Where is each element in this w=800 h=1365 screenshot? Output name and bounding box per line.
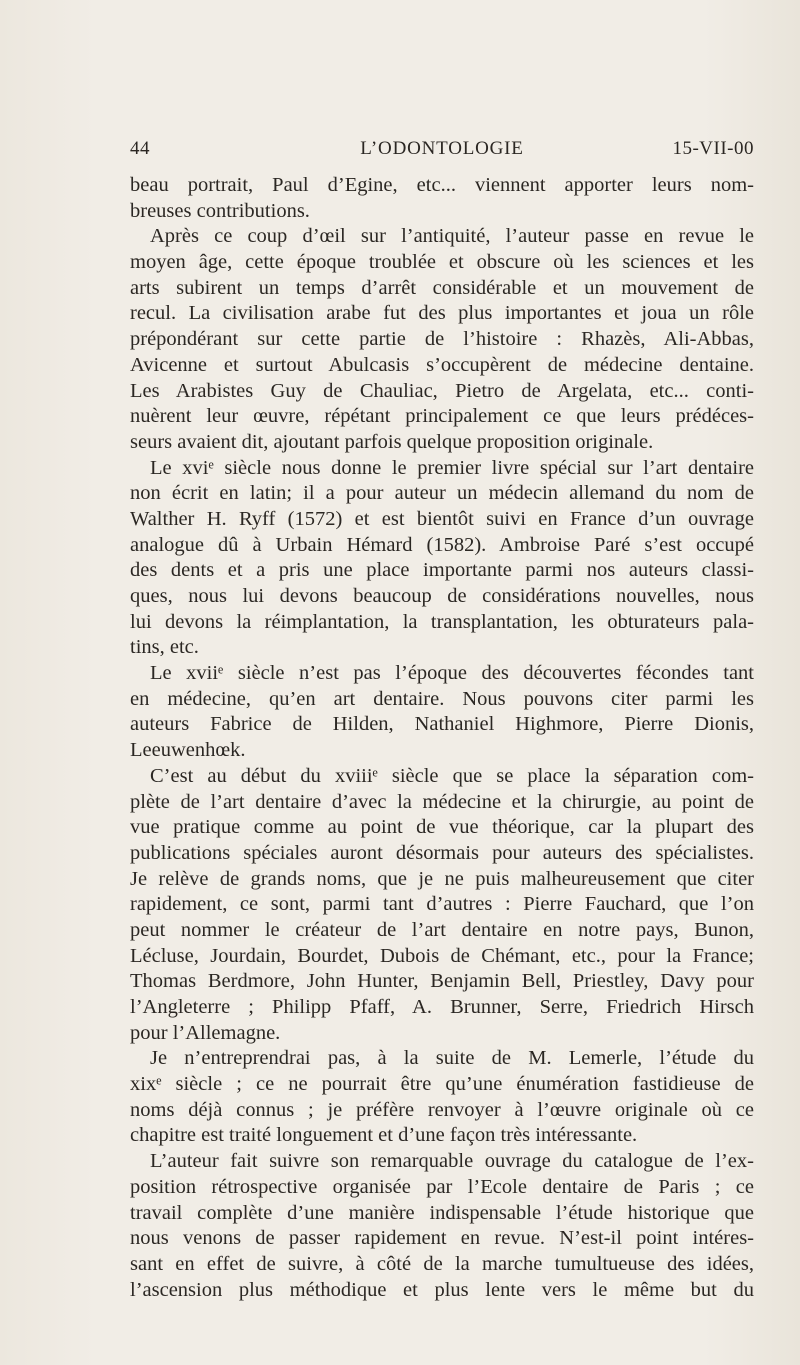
text-line: Je n’entreprendrai pas, à la suite de M. Lemerle, l’étude du (150, 1047, 754, 1070)
text-line: Thomas Berdmore, John Hunter, Benjamin Bell, Priestley, Davy pour (130, 970, 754, 993)
text-line: Leeuwenhœk. (130, 739, 246, 762)
text-line: non écrit en latin; il a pour auteur un médecin allemand du nom de (130, 482, 754, 505)
text-line: plète de l’art dentaire d’avec la médecine et la chirurgie, au point de (130, 790, 754, 813)
text-line: auteurs Fabrice de Hilden, Nathaniel Highmore, Pierre Dionis, (130, 713, 754, 736)
text-line: Lécluse, Jourdain, Bourdet, Dubois de Chémant, etc., pour la France; (130, 944, 754, 967)
text-line: nuèrent leur œuvre, répétant principalement ce que leurs prédéces- (130, 405, 754, 428)
text-line: beau portrait, Paul d’Egine, etc... viennent apporter leurs nom- (130, 174, 754, 196)
page-number: 44 (130, 138, 150, 159)
body-text (130, 173, 754, 1303)
text-line: nous venons de passer rapidement en revue. N’est-il point intéres- (130, 1227, 754, 1250)
text-line: sant en effet de suivre, à côté de la marche tumultueuse des idées, (130, 1252, 754, 1275)
text-line: chapitre est traité longuement et d’une façon très intéressante. (130, 1124, 638, 1147)
text-line: moyen âge, cette époque troublée et obscure où les sciences et les (130, 251, 754, 274)
running-title: L’ODONTOLOGIE (360, 138, 524, 159)
text-line: breuses contributions. (130, 199, 310, 222)
text-line: analogue dû à Urbain Hémard (1582). Ambroise Paré s’est occupé (130, 533, 754, 556)
text-line: tins, etc. (130, 636, 199, 659)
text-line: Walther H. Ryff (1572) et est bientôt suivi en France d’un ouvrage (130, 507, 754, 530)
text-line: C’est au début du xviiiᵉ siècle que se place la séparation com- (150, 764, 754, 787)
text-line: l’Angleterre ; Philipp Pfaff, A. Brunner, Serre, Friedrich Hirsch (130, 996, 754, 1018)
text-line: Avicenne et surtout Abulcasis s’occupèrent de médecine dentaine. (130, 353, 754, 376)
text-line: seurs avaient dit, ajoutant parfois quelque proposition originale. (130, 430, 654, 453)
page-header (130, 138, 754, 168)
text-line: Après ce coup d’œil sur l’antiquité, l’auteur passe en revue le (150, 225, 754, 248)
text-line: travail complète d’une manière indispensable l’étude historique que (130, 1201, 754, 1224)
text-line: peut nommer le créateur de l’art dentaire en notre pays, Bunon, (130, 918, 754, 941)
text-line: publications spéciales auront désormais pour auteurs des spécialistes. (130, 841, 754, 864)
text-line: en médecine, qu’en art dentaire. Nous pouvons citer parmi les (130, 687, 754, 710)
issue-date: 15-VII-00 (672, 138, 754, 159)
text-line: vue pratique comme au point de vue théorique, car la plupart des (130, 816, 754, 839)
text-line: L’auteur fait suivre son remarquable ouvrage du catalogue de l’ex- (150, 1150, 754, 1173)
text-line: l’ascension plus méthodique et plus lente vers le même but du (130, 1278, 754, 1301)
text-line: xixᵉ siècle ; ce ne pourrait être qu’une énumération fastidieuse de (130, 1073, 754, 1096)
text-line: position rétrospective organisée par l’Ecole dentaire de Paris ; ce (130, 1175, 754, 1198)
text-line: Les Arabistes Guy de Chauliac, Pietro de Argelata, etc... conti- (130, 379, 754, 402)
text-line: rapidement, ce sont, parmi tant d’autres : Pierre Fauchard, que l’on (130, 893, 754, 916)
text-line: ques, nous lui devons beaucoup de considérations nouvelles, nous (130, 585, 754, 607)
text-line: arts subirent un temps d’arrêt considérable et un mouvement de (130, 276, 754, 299)
text-line: pour l’Allemagne. (130, 1021, 281, 1044)
text-line: Le xviᵉ siècle nous donne le premier livre spécial sur l’art dentaire (150, 456, 754, 479)
text-line: des dents et a pris une place importante parmi nos auteurs classi- (130, 559, 754, 582)
text-line: recul. La civilisation arabe fut des plus importantes et joua un rôle (130, 302, 754, 325)
text-line: lui devons la réimplantation, la transplantation, les obturateurs pala- (130, 610, 754, 633)
text-line: prépondérant sur cette partie de l’histoire : Rhazès, Ali-Abbas, (130, 328, 754, 351)
text-line: noms déjà connus ; je préfère renvoyer à l’œuvre originale où ce (130, 1098, 754, 1121)
text-line: Je relève de grands noms, que je ne puis malheureusement que citer (130, 867, 754, 890)
text-line: Le xviiᵉ siècle n’est pas l’époque des découvertes fécondes tant (150, 662, 754, 685)
